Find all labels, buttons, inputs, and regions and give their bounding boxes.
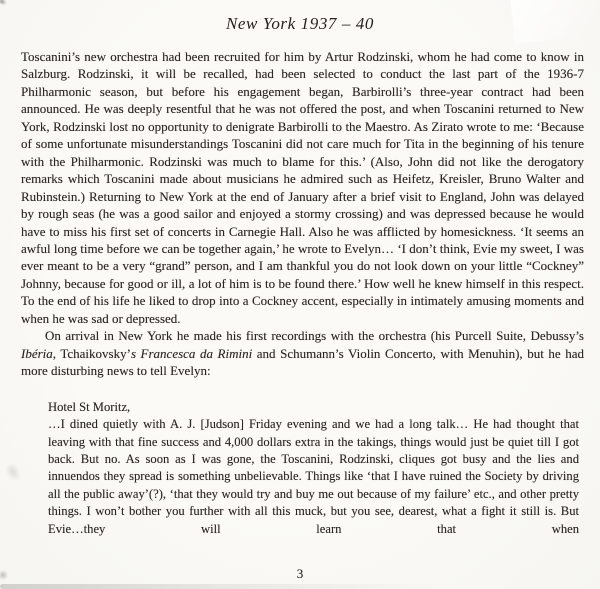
text-run: and Schumann’s Violin Concerto, with Menuhin), but he had more disturbing news to tell Evelyn: [21, 345, 584, 379]
text-run: On arrival in New York he made his first recordings with the orchestra (his Purcell Suite, Debussy’s [45, 328, 584, 344]
paragraph-intro [21, 48, 584, 327]
letter-salutation [48, 399, 584, 416]
chapter-title: New York 1937 – 40 [225, 14, 375, 33]
text-run: Toscanini’s new orchestra had been recruited for him by Artur Rodzinski, whom he had come to know in Salzburg. Rodzinski, it will be recalled, had been selected to conduct the last part of the 1936-7 Philharmonic season, but before his engagement began, Barbirolli’s three-year contract had been announced. He was deeply resentful that he was not offered the post, and when Toscanini returned to New York, Rodzinski lost no opportunity to denigrate Barbirolli to the Maestro. As Zirato wrote to me: ‘Because of some unfortunate misunderstandings Toscanini did not care much for Tita in the beginning of his tenure with the Philharmonic. Rodzinski was much to blame for this.’ (Also, John did not like the derogatory remarks which Toscanini made about musicians he admired such as Heifetz, Kreisler, Bruno Walter and Rubinstein.) Returning to New York at the end of January after a brief visit to England, John was delayed by rough seas (he was a good sailor and enjoyed a stormy crossing) and was depressed because he would have to miss his first set of concerts in Carnegie Hall. Also he was afflicted by homesickness. ‘It seems an awful long time before we can be together again,’ he wrote to Evelyn… ‘I don’t think, Evie my sweet, I was ever meant to be a very “grand” person, and I am thankful you do not look down on your little “Cockney” Johnny, because for good or ill, a lot of him is to be found there.’ How well he knew himself in this respect. To the end of his life he liked to drop into a Cockney accent, especially in intimately amusing moments and when he was sad or depressed. [21, 49, 584, 326]
scan-streak-bottom-edge [0, 584, 445, 589]
text-run: Hotel St Moritz, [48, 399, 131, 414]
letter-body [48, 416, 579, 538]
italic-text-run: s Francesca da Rimini [130, 345, 253, 361]
text-run: …I dined quietly with A. J. [Judson] Friday evening and we had a long talk… He had thought that leaving with that fine success and 4,000 dollars extra in the takings, things would just be quiet till I got back. But no. As soon as I was gone, the Toscanini, Rodzinski, cliques got busy and the lies and innuendos they spread is something unbelievable. Things like ‘that I have ruined the Society by driving all the public away’(?), ‘that they would try and buy me out because of my failure’ etc., and other pretty things. I won’t bother you further with all this muck, but you see, dearest, what a fight it still is. But Evie…they will learn that when [48, 417, 579, 536]
text-run: , Tchaikovsky’ [52, 345, 131, 361]
page-number: 3 [296, 566, 304, 581]
page-text [21, 48, 584, 538]
italic-text-run: Ibéria [21, 345, 53, 361]
paragraph-recordings [21, 327, 584, 379]
